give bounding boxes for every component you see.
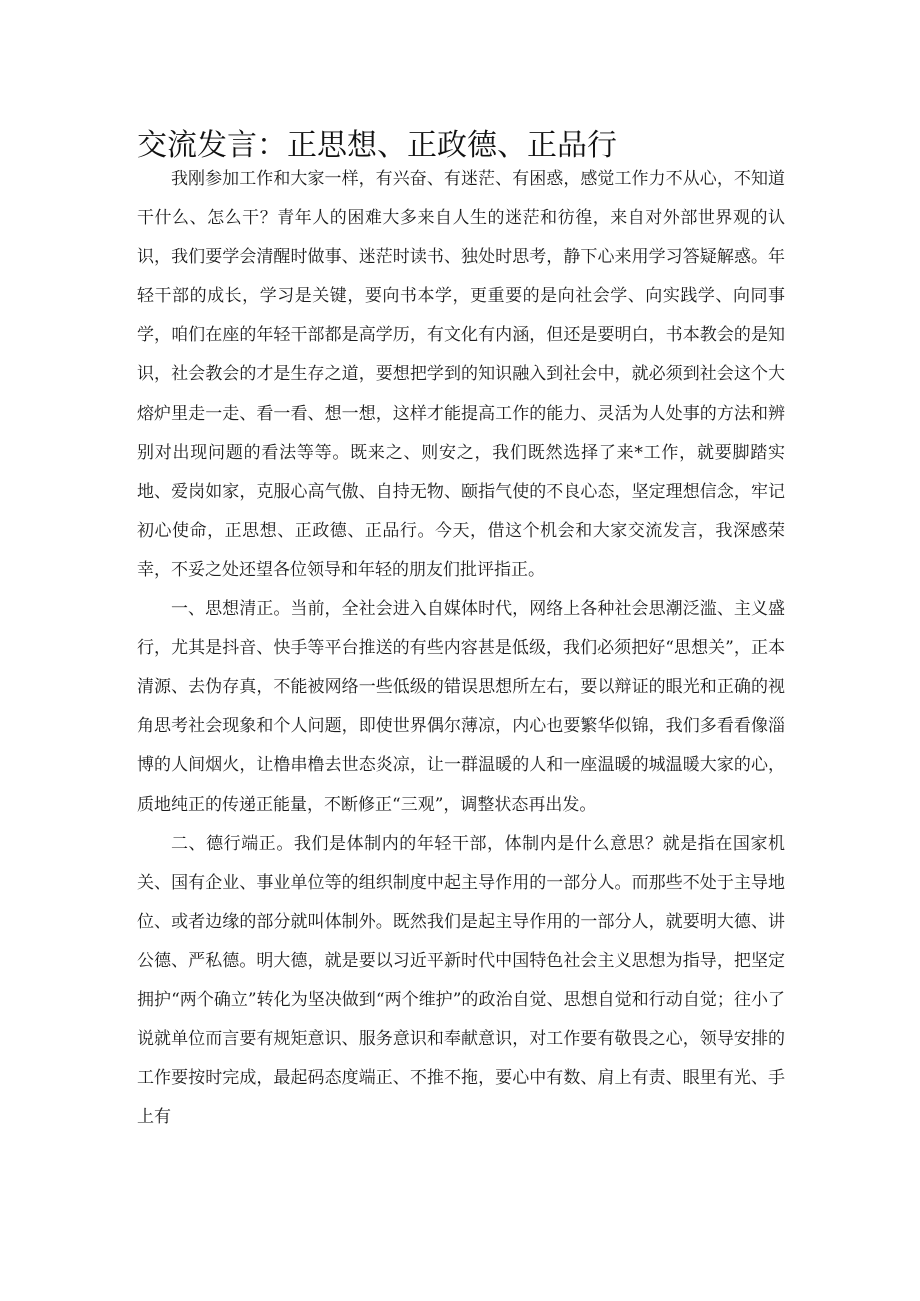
paragraph-section-2: 二、德行端正。我们是体制内的年轻干部，体制内是什么意思？就是指在国家机关、国有企业、事业单位等的组织制度中起主导作用的一部分人。而那些不处于主导地位、或者边缘的部分就叫体制外。既然我们是起主导作用的一部分人，就要明大德、讲公德、严私德。明大德，就是要以习近平新时代中国特色社会主义思想为指导，把坚定拥护“两个确立”转化为坚决做到“两个维护”的政治自觉、思想自觉和行动自觉；往小了说就单位而言要有规矩意识、服务意识和奉献意识，对工作要有敬畏之心，领导安排的工作要按时完成，最起码态度端正、不推不拖，要心中有数、肩上有责、眼里有光、手上有 (137, 833, 785, 1128)
document-title: 交流发言：正思想、正政德、正品行 (137, 128, 617, 163)
paragraph-section-1: 一、思想清正。当前，全社会进入自媒体时代，网络上各种社会思潮泛滥、主义盛行，尤其是抖音、快手等平台推送的有些内容甚是低级，我们必须把好“思想关”，正本清源、去伪存真，不能被网络一些低级的错误思想所左右，要以辩证的眼光和正确的视角思考社会现象和个人问题，即使世界偶尔薄凉，内心也要繁华似锦，我们多看看像淄博的人间烟火，让橹串橹去世态炎凉，让一群温暖的人和一座温暖的城温暖大家的心，质地纯正的传递正能量，不断修正“三观”，调整状态再出发。 (137, 599, 785, 815)
paragraph-intro: 我刚参加工作和大家一样，有兴奋、有迷茫、有困惑，感觉工作力不从心，不知道干什么、怎么干？青年人的困难大多来自人生的迷茫和彷徨，来自对外部世界观的认识，我们要学会清醒时做事、迷茫时读书、独处时思考，静下心来用学习答疑解惑。年轻干部的成长，学习是关键，要向书本学，更重要的是向社会学、向实践学、向同事学，咱们在座的年轻干部都是高学历，有文化有内涵，但还是要明白，书本教会的是知识，社会教会的才是生存之道，要想把学到的知识融入到社会中，就必须到社会这个大熔炉里走一走、看一看、想一想，这样才能提高工作的能力、灵活为人处事的方法和辨别对出现问题的看法等等。既来之、则安之，我们既然选择了来*工作，就要脚踏实地、爱岗如家，克服心高气傲、自持无物、颐指气使的不良心态，坚定理想信念，牢记初心使命，正思想、正政德、正品行。今天，借这个机会和大家交流发言，我深感荣幸，不妥之处还望各位领导和年轻的朋友们批评指正。 (137, 169, 785, 580)
document-body (137, 160, 785, 1137)
